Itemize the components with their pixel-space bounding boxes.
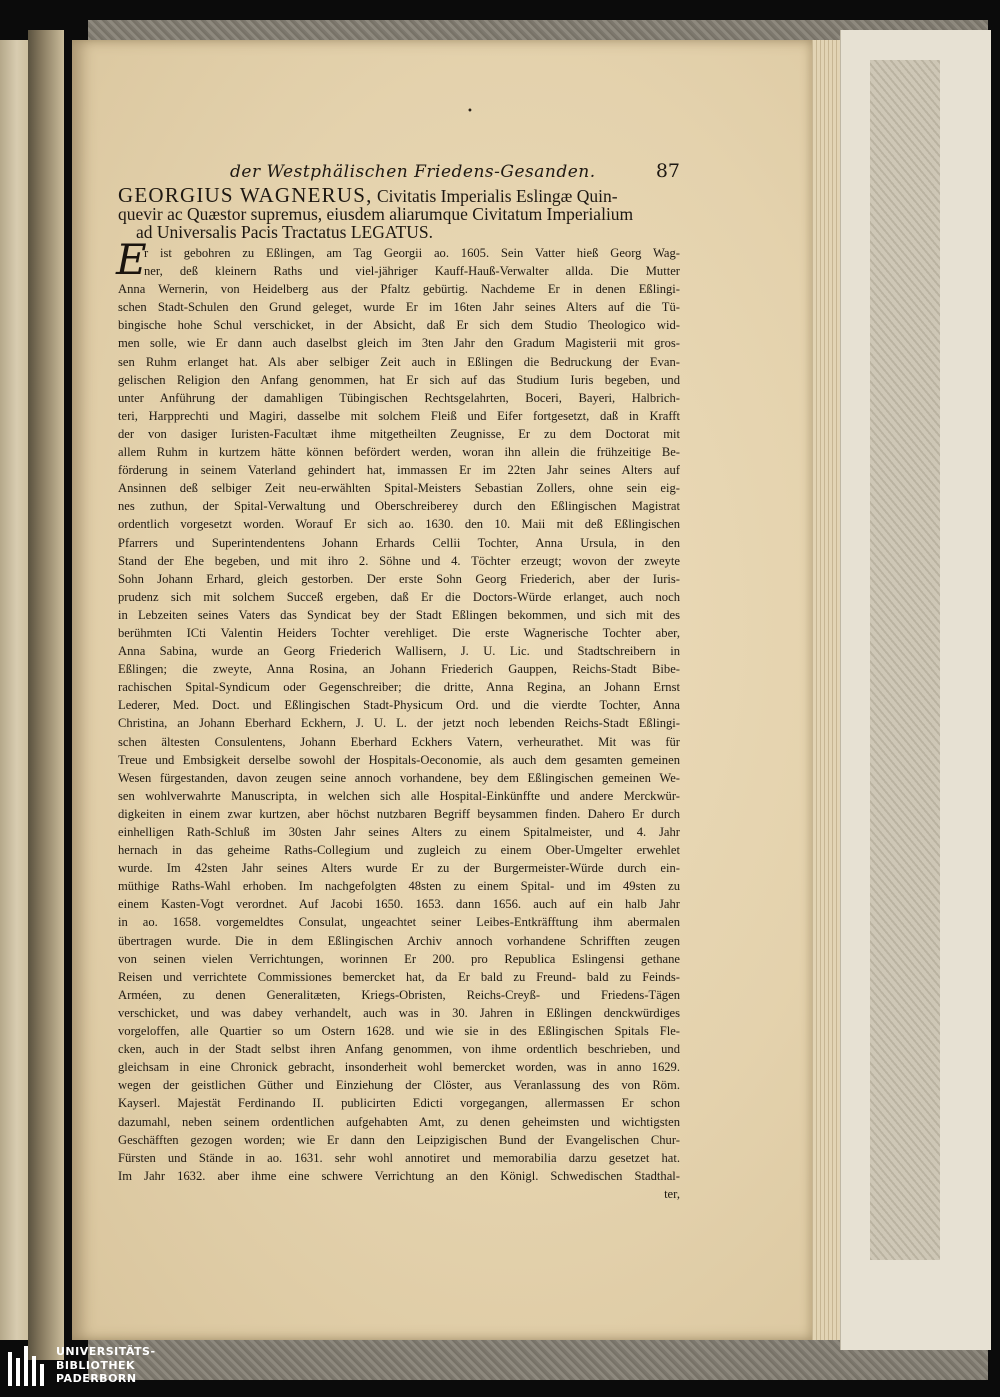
page-ornament: • <box>467 106 473 117</box>
body-line: ordentlich vorgesetzt worden. Worauf Er sich ao. 1630. den 10. Maii mit deß Eßlingischen <box>118 517 680 532</box>
library-logo-text <box>56 1345 156 1386</box>
body-line: cken, auch in der Stadt selbst ihren Anfang genommen, von ihme ordentlich beschrieben, und <box>118 1042 680 1057</box>
body-line: sen wohlverwahrte Manuscripta, in welchen sich alle Hospital-Einkünffte und andere Merckwür- <box>118 788 680 803</box>
body-line: Wesen fürgestanden, davon zeugen seine annoch vorhandene, bey dem Eßlingischen gemeinen We- <box>118 770 680 785</box>
heading-line-2: quevir ac Quæstor supremus, eiusdem aliarumque Civitatum Imperialium <box>118 204 634 224</box>
entry-heading <box>118 183 680 242</box>
body-line: wegen der geistlichen Güther und Einziehung der Clöster, aus Veranlassung des von Röm. <box>118 1078 680 1093</box>
body-line: men solle, wie Er dann auch daselbst gleich im 3ten Jahr den Gradum Magisterii mit gros- <box>118 336 680 351</box>
heading-line-1 <box>118 183 680 207</box>
body-line: gleichsam in eine Chronick gebracht, insonderheit wohl bemercket worden, was in anno 1629. <box>118 1060 680 1075</box>
logo-line-3: PADERBORN <box>56 1372 137 1385</box>
body-line: Reisen und verrichtete Commissiones bemercket hat, da Er bald zu Freund- bald zu Feinds- <box>118 969 680 984</box>
heading-line-1-rest: Civitatis Imperialis Eslingæ Quin- <box>372 186 618 206</box>
body-line: Ansinnen deß selbiger Zeit neu-erwählten Spital-Meisters Sebastian Zollers, ohne sein eig- <box>118 481 680 496</box>
body-line: in Lebzeiten seines Vaters das Syndicat bey der Stadt Eßlingen bekommen, und sich mit des <box>118 607 680 622</box>
body-line: von seinen vielen Verrichtungen, worinnen Er 200. pro Republica Eslingensi gethane <box>118 951 680 966</box>
running-title: der Westphälischen Friedens-Gesanden. <box>230 162 596 182</box>
body-line: Treue und Embsigkeit derselbe sowohl der Hospitals-Oeconomie, als auch dem gesamten gemeinen <box>118 752 680 767</box>
body-line: hernach in das geheime Raths-Collegium und zugleich zu einem Ober-Umgelter erwehlet <box>118 843 680 858</box>
body-text <box>118 244 680 1203</box>
body-line: digkeiten in einem zwar kurtzen, aber höchst nutzbaren Begriff beysammen finden. Dahero Er durch <box>118 806 680 821</box>
left-page-edge <box>0 40 30 1340</box>
page-number: 87 <box>655 160 680 182</box>
body-line: prudenz sich mit solchem Succeß ergeben, daß Er die Doctors-Würde erlanget, auch noch <box>118 589 680 604</box>
body-line: einhelligen Rath-Schluß im 30sten Jahr seines Alters zu einem Spitalmeister, und 4. Jahr <box>118 825 680 839</box>
running-head <box>230 160 680 182</box>
body-line: Geschäfften gezogen worden; wie Er dann den Leipzigischen Bund der Evangelischen Chur- <box>118 1132 680 1147</box>
body-line: schen ältesten Consulentens, Johann Eberhard Eckhers Vatern, verheurathet. Mit was für <box>118 734 680 749</box>
body-line: nes zuthun, der Spital-Verwaltung und Oberschreiberey durch den Eßlingischen Magistrat <box>118 499 680 514</box>
body-line: teri, Harpprechti und Magiri, dasselbe mit solchem Fleiß und Eifer fortgesetzt, daß in Krafft <box>118 408 680 423</box>
body-line: einem Kasten-Vogt verordnet. Auf Jacobi 1650. 1653. dann 1656. auch auf ein halb Jahr <box>118 897 680 912</box>
body-line: unter Anführung der damahligen Tübingischen Rechtsgelahrten, Boceri, Bayeri, Halbrich- <box>118 390 680 405</box>
body-line: ner, deß kleinern Raths und viel-jähriger Kauff-Hauß-Verwalter allda. Die Mutter <box>144 264 680 279</box>
body-line: Stand der Ehe begeben, und mit ihro 2. Söhne und 4. Töchter erzeugt; wovon der zweyte <box>118 553 680 568</box>
body-line: allem Ruhm in kurtzem hätte können befördert werden, woran ihn allein die frühzeitige Be- <box>118 445 680 460</box>
body-line: wurde. Im 42sten Jahr seines Alters wurde Er zu der Burgermeister-Würde durch ein- <box>118 861 680 876</box>
body-line: Anna Sabina, wurde an Georg Friederich Wallisern, J. U. Lic. und Stadtschreibern in <box>118 644 680 659</box>
body-line: r ist gebohren zu Eßlingen, am Tag Georgii ao. 1605. Sein Vatter hieß Georg Wag- <box>144 246 680 260</box>
body-line: Christina, an Johann Eberhard Eckhern, J. U. L. der jetzt noch lebenden Reichs-Stadt Eßlingi- <box>118 716 680 731</box>
logo-line-1: UNIVERSITÄTS- <box>56 1345 156 1358</box>
body-line: Sohn Johann Erhard, gleich gestorben. Der erste Sohn Georg Friederich, aber der Iuris- <box>118 571 680 586</box>
body-line: Im Jahr 1632. aber ihme eine schwere Verrichtung an den Königl. Schwedischen Stadthal- <box>118 1168 680 1183</box>
body-line: dazumahl, neben seinem ordentlichen aufgehabten Amt, zu denen geheimsten und wichtigsten <box>118 1114 680 1129</box>
body-line: förderung in seinem Vaterland gehindert hat, immassen Er im 22ten Jahr seines Alters auf <box>118 463 680 478</box>
body-line: Anna Wernerin, von Heidelberg aus der Pfaltz gebürtig. Nachdeme Er in denen Eßlingi- <box>118 282 680 297</box>
body-line: Fürsten und Stände in ao. 1631. sehr wohl annotiret und memorabilia darzu gesetzet hat. <box>118 1150 680 1165</box>
body-line: in ao. 1658. vorgemeldtes Consulat, ungeachtet seiner Leibes-Entkräfftung ihm abermalen <box>118 915 680 930</box>
heading-name: GEORGIUS WAGNERUS, <box>118 183 373 207</box>
body-line: bingische hohe Schul verschicket, in der Absicht, daß Er sich dem Studio Theologico wid- <box>118 318 680 333</box>
body-line: der von dasiger Iuristen-Facultæt ihme mitgetheilten Zeugnisse, Er zu dem Doctorat mit <box>118 426 680 441</box>
book-gutter <box>28 30 64 1360</box>
body-line: berühmten ICti Valentin Heiders Tochter verehliget. Die erste Wagnerische Tochter aber, <box>118 625 680 640</box>
body-line: sen Ruhm erlanget hat. Als aber selbiger Zeit auch in Eßlingen die Bedruckung der Evan- <box>118 354 680 369</box>
body-line: ter, <box>664 1186 680 1201</box>
body-line: verschicket, und was dabey verhandelt, auch was in 30. Jahren in Eßlingen denckwürdiges <box>118 1005 680 1020</box>
body-line: vorgeloffen, alle Quartier so um Ostern 1628. und wie sie in des Eßlingischen Spitals Fle- <box>118 1024 680 1039</box>
heading-line-3: ad Universalis Pacis Tractatus LEGATUS. <box>136 222 433 242</box>
body-line: rachischen Spital-Syndicum oder Gegenschreiber; die dritte, Anna Regina, an Johann Ernst <box>118 680 680 695</box>
body-line: Pfarrers und Superintendentens Johann Erhards Cellii Tochter, Anna Ursula, in den <box>118 535 680 550</box>
drop-cap: E <box>116 235 147 284</box>
body-line: Kayserl. Majestät Ferdinando II. publicirten Edicti vorgegangen, allermassen Er schon <box>118 1096 680 1111</box>
body-line: gelischen Religion den Anfang genommen, hat Er sich auf das Studium Iuris begeben, und <box>118 372 680 387</box>
body-line: übertragen wurde. Die in dem Eßlingischen Archiv annoch vorhandene Schrifften zeugen <box>118 933 680 948</box>
body-line: Eßlingen; die zweyte, Anna Rosina, an Johann Friederich Gauppen, Reichs-Stadt Bibe- <box>118 662 680 677</box>
library-logo-icon <box>8 1346 46 1386</box>
body-line: müthige Raths-Wahl erhoben. Im nachgefolgten 48sten zu einem Spital- und im 49sten zu <box>118 879 680 894</box>
marbled-flap <box>870 60 940 1260</box>
body-line: Lederer, Med. Doct. und Eßlingischen Stadt-Physicum Ord. und die vierdte Tochter, Anna <box>118 698 680 713</box>
body-line: Arméen, zu denen Generalitæten, Kriegs-Obristen, Reichs-Creyß- und Friedens-Tägen <box>118 987 680 1002</box>
body-line: schen Stadt-Schulen den Grund geleget, wurde Er im 16ten Jahr seines Alters auf die Tü- <box>118 300 680 315</box>
logo-line-2: BIBLIOTHEK <box>56 1358 136 1372</box>
